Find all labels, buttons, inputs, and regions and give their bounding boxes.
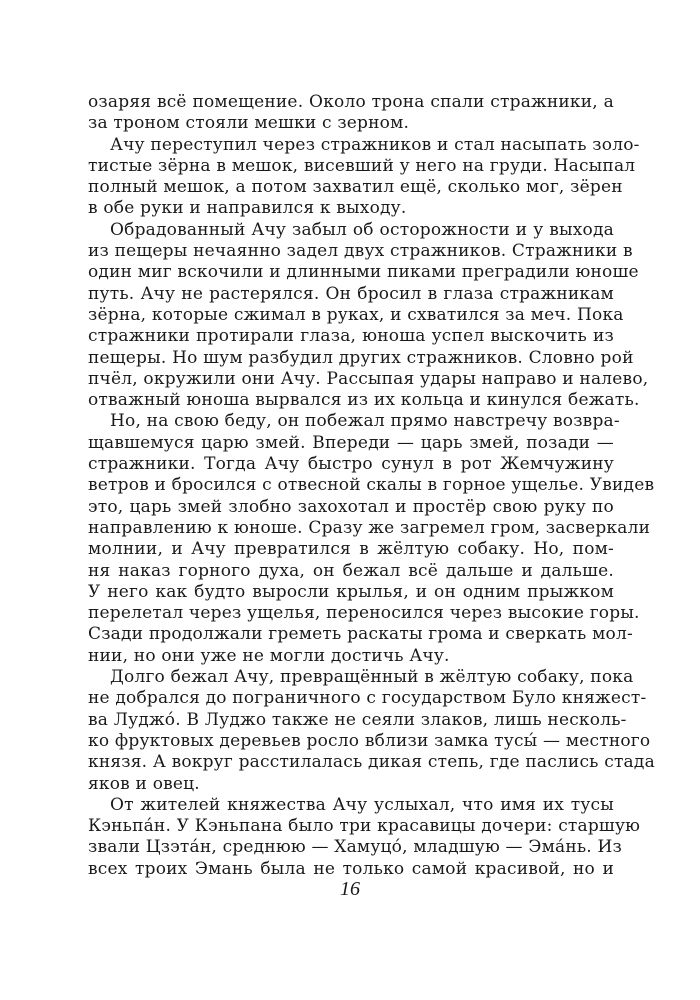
text-line: молнии, и Ачу превратился в жёлтую собаку. Но, пом- [88, 539, 614, 560]
text-line: полный мешок, а потом захватил ещё, сколько мог, зёрен [88, 177, 623, 198]
text-line: ня наказ горного духа, он бежал всё дальше и дальше. [88, 560, 614, 581]
text-line: направлению к юноше. Сразу же загремел гром, засверкали [88, 517, 651, 538]
text-line: озаряя всё помещение. Около трона спали стражники, а [88, 92, 614, 112]
page-number: 16 [340, 878, 360, 900]
text-line: из пещеры нечаянно задел двух стражников. Стражники в [88, 241, 633, 262]
text-line: перелетал через ущелья, переносился через высокие горы. [88, 603, 640, 624]
text-line: один миг вскочили и длинными пиками преградили юноше [88, 262, 639, 283]
text-line: От жителей княжества Ачу услыхал, что имя их тусы [110, 794, 614, 815]
text-line: стражники протирали глаза, юноша успел выскочить из [88, 326, 614, 347]
page-body [88, 92, 655, 880]
text-line: всех троих Эмань была не только самой красивой, но и [88, 858, 614, 879]
text-line: Но, на свою беду, он побежал прямо навстречу возвра- [110, 411, 620, 432]
text-line: Кэньпа́н. У Кэньпана было три красавицы дочери: старшую [88, 816, 641, 837]
text-line: за троном стояли мешки с зерном. [88, 113, 410, 134]
text-line: звали Цзэта́н, среднюю — Хамуцо́, младшую — Эма́нь. Из [88, 837, 623, 858]
text-line: ветров и бросился с отвесной скалы в горное ущелье. Увидев [88, 475, 655, 496]
text-line: яков и овец. [88, 773, 200, 794]
text-line: князя. А вокруг расстилалась дикая степь, где паслись стада [88, 752, 655, 773]
text-line: в обе руки и направился к выходу. [88, 198, 407, 219]
text-line: пчёл, окружили они Ачу. Рассыпая удары направо и налево, [88, 368, 649, 389]
text-line: пещеры. Но шум разбудил других стражников. Словно рой [88, 347, 634, 368]
text-line: путь. Ачу не растерялся. Он бросил в глаза стражникам [88, 283, 614, 304]
text-line: Обрадованный Ачу забыл об осторожности и у выхода [110, 219, 614, 240]
text-line: Сзади продолжали греметь раскаты грома и сверкать мол- [88, 624, 633, 645]
text-line: У него как будто выросли крылья, и он одним прыжком [88, 581, 614, 602]
text-line: зёрна, которые сжимал в руках, и схватился за меч. Пока [88, 304, 624, 325]
text-line: стражники. Тогда Ачу быстро сунул в рот Жемчужину [88, 454, 614, 475]
text-line: нии, но они уже не могли достичь Ачу. [88, 645, 450, 666]
text-line: отважный юноша вырвался из их кольца и кинулся бежать. [88, 390, 640, 411]
text-line: ва Луджо́. В Луджо также не сеяли злаков, лишь несколь- [88, 709, 627, 730]
text-line: щавшемуся царю змей. Впереди — царь змей, позади — [88, 432, 614, 453]
text-line: Ачу переступил через стражников и стал насыпать золо- [110, 134, 640, 155]
text-line: Долго бежал Ачу, превращённый в жёлтую собаку, пока [110, 667, 634, 688]
text-line: это, царь змей злобно захохотал и простёр свою руку по [88, 496, 614, 517]
text-line: тистые зёрна в мешок, висевший у него на груди. Насыпал [88, 155, 636, 176]
text-line: ко фруктовых деревьев росло вблизи замка тусы́ — местного [88, 730, 651, 751]
text-line: не добрался до пограничного с государством Було княжест- [88, 688, 647, 709]
